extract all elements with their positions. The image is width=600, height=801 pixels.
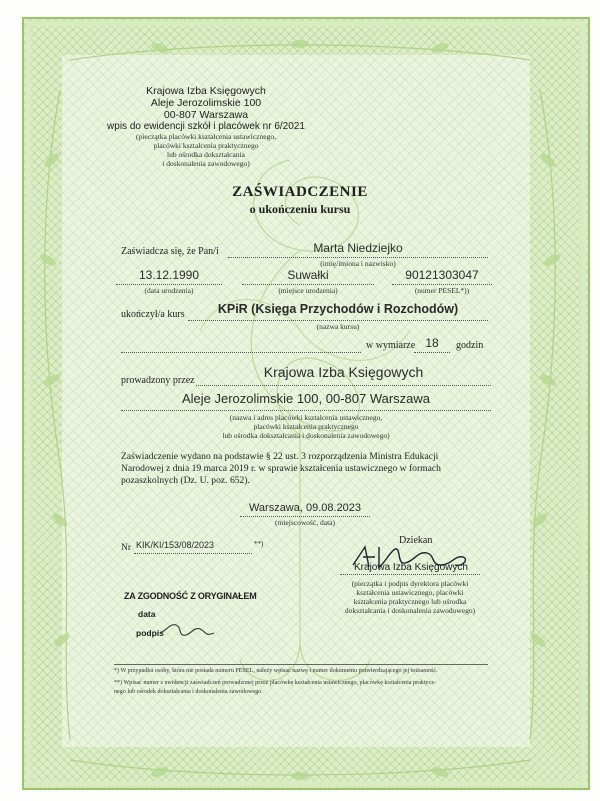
course-name-caption: (nazwa kursu) [316,322,360,331]
conformity-signature [158,619,218,641]
place-date-line [240,516,370,517]
signatory-stamp: Krajowa Izba Księgowych [354,562,468,573]
conformity-sign-label: podpis [136,628,164,638]
number-footnote-mark: **) [254,540,264,548]
provider-caption-1: (nazwa i adres placówki kształcenia ustawicznego, [229,413,383,422]
pesel-number: 90121303047 [405,268,479,282]
legal-line-2: Narodowej z dnia 19 marca 2019 r. w sprawie kształcenia ustawicznego w formach [121,463,441,474]
certifies-lead: Zaświadcza się, że Pan/i [121,246,219,257]
certificate-title: ZAŚWIADCZENIE [232,184,368,200]
recipient-name: Marta Niedziejko [313,241,403,255]
signature-caption-1: (pieczątka i podpis dyrektora placówki [351,579,469,588]
signature-caption-3: kształcenia praktycznego lub ośrodka [353,597,467,606]
birth-date: 13.12.1990 [138,268,200,282]
birth-date-caption: (data urodzenia) [144,286,194,295]
hours-lead: w wymiarze [366,340,416,351]
pesel-caption: (numer PESEL*)) [414,286,470,295]
footnote-3: nego lub ośrodek dokształcania i doskonalenia zawodowego. [114,689,263,695]
issue-place-date: Warszawa, 09.08.2023 [248,502,362,514]
provider-lead: prowadzony przez [121,375,195,386]
legal-line-3: pozaszkolnych (Dz. U. poz. 652). [121,475,250,486]
stamp-caption-1: (pieczątka placówki kształcenia ustawicznego, [136,132,276,141]
signatory-title: Dziekan [399,535,433,546]
birth-place-line [242,284,374,285]
course-line-2 [121,352,361,353]
footnote-2: **) Wpisać numer z ewidencji zaświadczeń prowadzonej przez placówkę kształcenia ustawicznego, placówkę kształcenia praktycz- [114,680,437,686]
provider-name: Krajowa Izba Księgowych [263,364,424,380]
stamp-caption-2: placówki kształcenia praktycznego [153,141,259,150]
certificate-number: KIK/KI/153/08/2023 [136,540,215,550]
course-lead: ukończył/a kurs [121,309,185,320]
signature-caption-4: dokształcania i doskonalenia zawodowego) [344,606,476,615]
legal-line-1: Zaświadczenie wydano na podstawie § 22 ust. 3 rozporządzenia Ministra Edukacji [121,451,439,462]
provider-caption-2: placówki kształcenia praktycznego [253,422,359,431]
signature-line [340,574,480,575]
recipient-name-caption: (imię/imiona i nazwisko) [320,259,396,268]
footnote-rule [114,664,488,665]
course-line [188,320,488,321]
name-line [228,257,488,258]
birth-place: Suwałki [287,268,329,282]
stamp-caption-3: lub ośrodka dokształcania [167,150,245,159]
hours-line [414,352,450,353]
school-city: 00-807 Warszawa [163,109,249,121]
conformity-stamp-title: ZA ZGODNOŚĆ Z ORYGINAŁEM [124,591,257,601]
footnote-1: *) W przypadku osoby, która nie posiada numeru PESEL, należy wpisać nazwę i numer dokumentu potwierdzającego jej tożsamość. [114,668,438,674]
number-prefix: Nr [121,543,132,553]
provider-address: Aleje Jerozolimskie 100, 00-807 Warszawa [181,391,431,406]
provider-address-line [121,410,491,411]
school-registry: wpis do ewidencji szkół i placówek nr 6/2021 [107,121,305,132]
number-line [134,553,252,554]
hours-unit: godzin [456,340,484,351]
course-name: KPiR (Księga Przychodów i Rozchodów) [217,302,459,316]
birth-place-caption: (miejsce urodzenia) [278,286,338,295]
pesel-line [392,284,492,285]
school-name: Krajowa Izba Księgowych [146,85,266,97]
conformity-date-label: data [138,609,156,619]
provider-caption-3: lub ośrodka dokształcania i doskonalenia zawodowego) [222,431,390,440]
place-date-caption: (miejscowość, data) [275,518,335,527]
school-street: Aleje Jerozolimskie 100 [150,97,262,109]
certificate-subtitle: o ukończeniu kursu [249,202,351,216]
course-hours: 18 [425,336,439,350]
signature-caption-2: kształcenia ustawicznego, placówki [356,588,464,597]
provider-line [196,385,491,386]
stamp-caption-4: i doskonalenia zawodowego) [162,159,250,168]
birth-date-line [116,284,222,285]
